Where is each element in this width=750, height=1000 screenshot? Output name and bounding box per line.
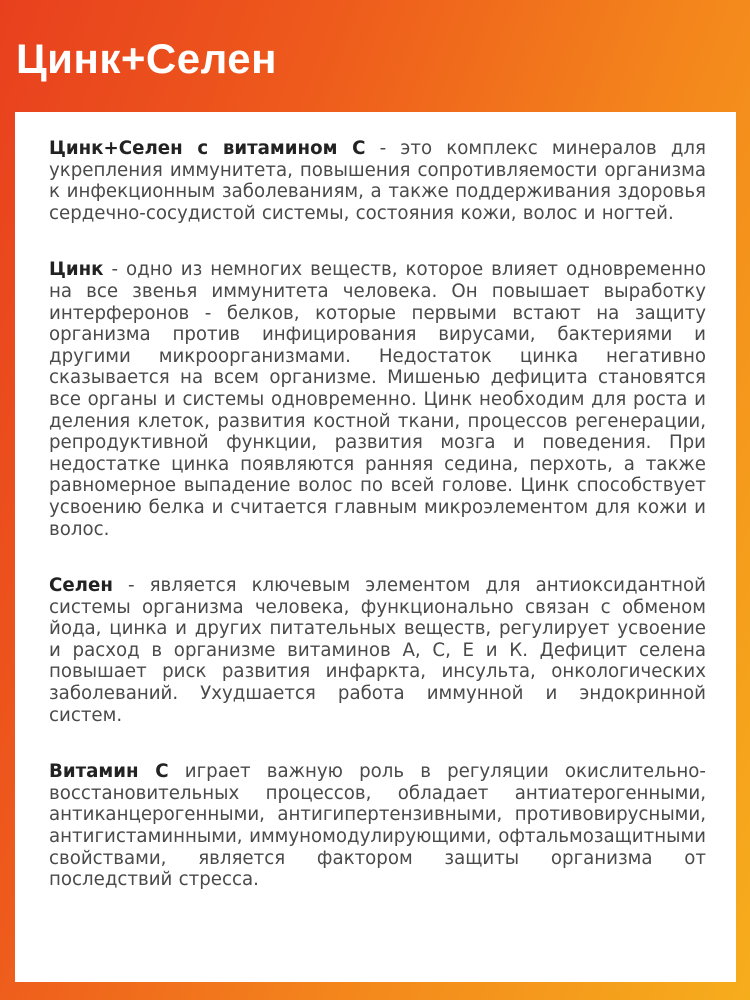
section-vitamin-c — [49, 761, 706, 891]
section-zinc-selenium — [49, 138, 706, 224]
section-term: Селен — [49, 575, 113, 597]
section-text: - является ключевым элементом для антиоксидантной системы организма человека, функционально связан с обменом йода, цинка и других питательных веществ, регулирует усвоение и расход в организме витаминов А, С, Е и К. Дефицит селена повышает риск развития инфаркта, инсульта, онкологических заболеваний. Ухудшается работа иммунной и эндокринной систем. — [49, 575, 706, 726]
section-term: Цинк — [49, 259, 104, 281]
content-panel — [15, 112, 736, 982]
section-text: - это комплекс минералов для укрепления иммунитета, повышения сопротивляемости организма к инфекционным заболеваниям, а также поддерживания здоровья сердечно-сосудистой системы, состояния кожи, волос и ногтей. — [49, 138, 706, 224]
page-title: Цинк+Селен — [16, 35, 277, 82]
section-text: играет важную роль в регуляции окислительно-восстановительных процессов, обладает антиатерогенными, антиканцерогенными, антигипертензивными, противовирусными, антигистаминными, иммуномодулирующими, офтальмозащитными свойствами, является фактором защиты организма от последствий стресса. — [49, 761, 706, 891]
section-term: Цинк+Селен с витамином С — [49, 138, 366, 159]
section-text: - одно из немногих веществ, которое влияет одновременно на все звенья иммунитета человека. Он повышает выработку интерферонов - белков, которые первыми встают на защиту организма против инфицирования вирусами, бактериями и другими микроорганизмами. Недостаток цинка негативно сказывается на всем организме. Мишенью дефицита становятся все органы и системы одновременно. Цинк необходим для роста и деления клеток, развития костной ткани, процессов регенерации, репродуктивной функции, развития мозга и поведения. При недостатке цинка появляются ранняя седина, перхоть, а также равномерное выпадение волос по всей голове. Цинк способствует усвоению белка и считается главным микроэлементом для кожи и волос. — [49, 259, 706, 540]
section-zinc — [49, 259, 706, 540]
section-term: Витамин С — [49, 761, 169, 783]
section-selenium — [49, 575, 706, 726]
